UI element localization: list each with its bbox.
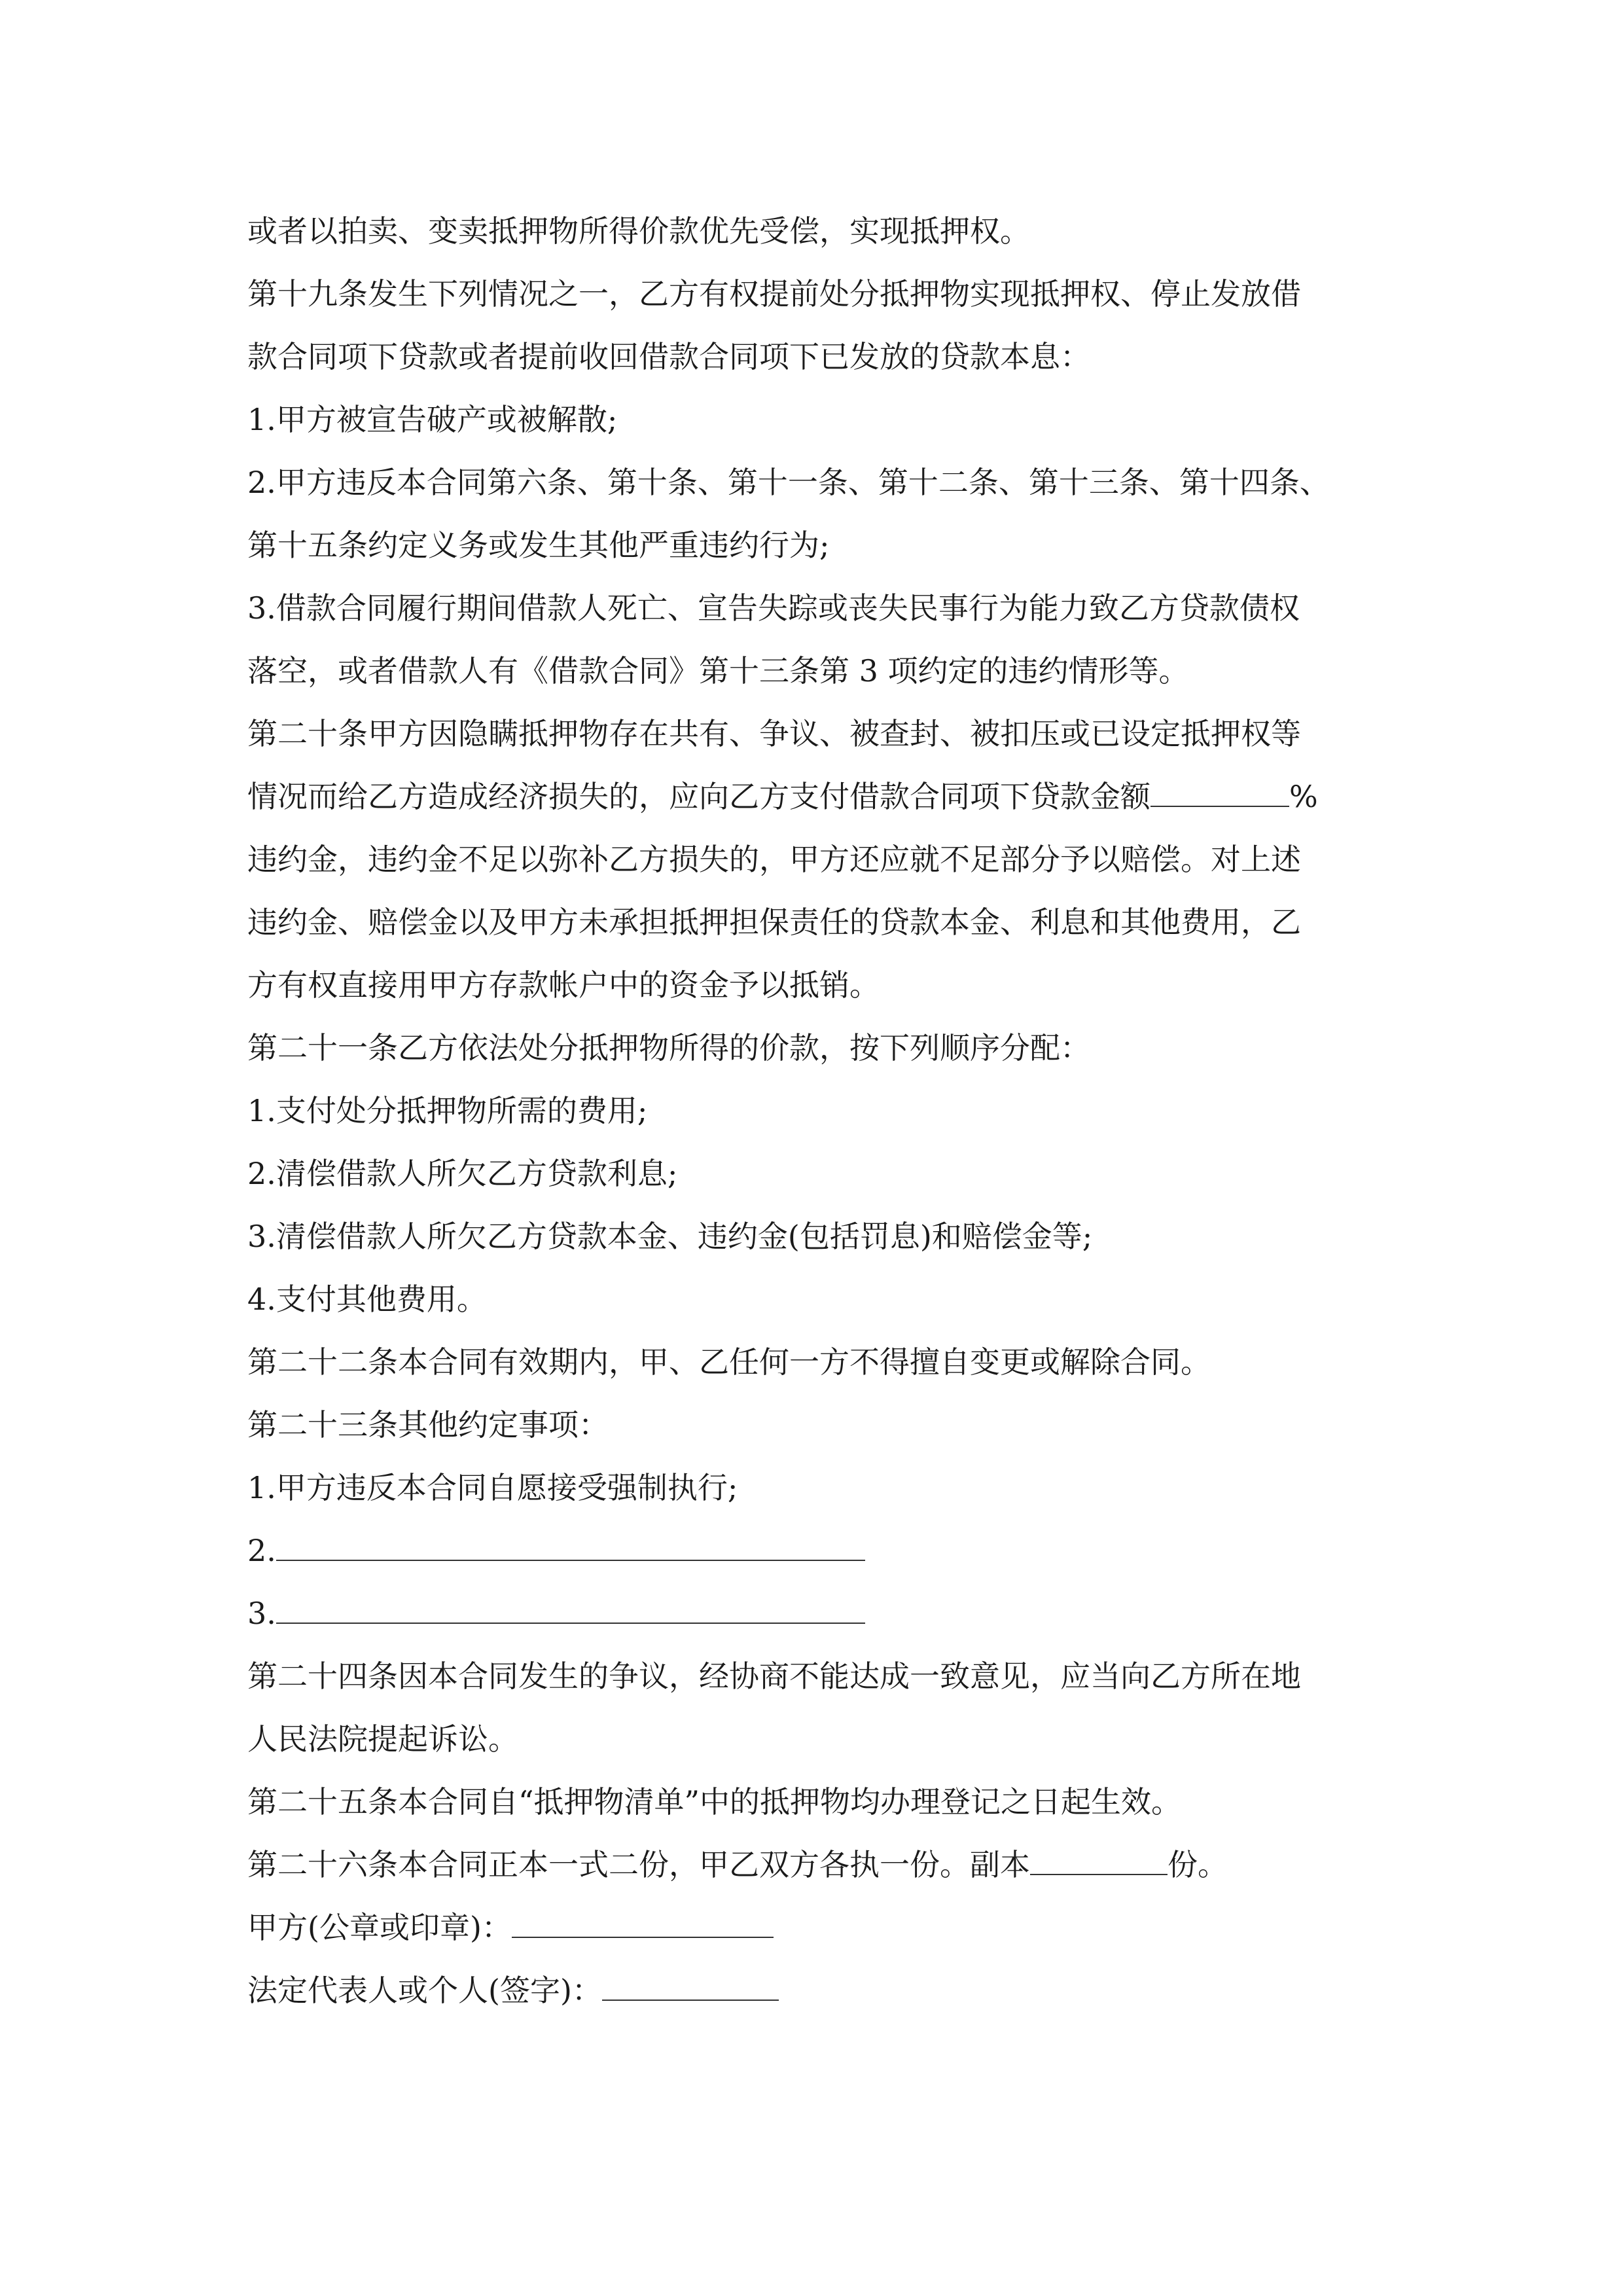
text-segment: 情况而给乙方造成经济损失的，应向乙方支付借款合同项下贷款金额 — [247, 779, 1150, 814]
article-19-heading: 第十九条发生下列情况之一，乙方有权提前处分抵押物实现抵押权、停止发放借 — [247, 276, 1301, 312]
list-item: 3.借款合同履行期间借款人死亡、宣告失踪或丧失民事行为能力致乙方贷款债权 — [247, 590, 1300, 626]
other-terms-blank-3[interactable] — [276, 1594, 865, 1624]
text-line: 人民法院提起诉讼。 — [247, 1721, 518, 1757]
item-number: 3. — [247, 1596, 276, 1631]
list-item: 1.甲方违反本合同自愿接受强制执行; — [247, 1470, 738, 1505]
other-terms-blank-2[interactable] — [276, 1531, 865, 1561]
party-a-seal-field[interactable] — [512, 1908, 774, 1938]
text-line: 落空，或者借款人有《借款合同》第十三条第 3 项约定的违约情形等。 — [247, 653, 1189, 689]
legal-rep-label: 法定代表人或个人(签字)： — [247, 1973, 602, 2008]
copies-blank-field[interactable] — [1030, 1845, 1168, 1875]
text-segment: 第二十六条本合同正本一式二份，甲乙双方各执一份。副本 — [247, 1847, 1030, 1882]
article-24-heading: 第二十四条因本合同发生的争议，经协商不能达成一致意见，应当向乙方所在地 — [247, 1659, 1301, 1694]
text-line: 方有权直接用甲方存款帐户中的资金予以抵销。 — [247, 967, 880, 1003]
article-22-heading: 第二十二条本合同有效期内，甲、乙任何一方不得擅自变更或解除合同。 — [247, 1344, 1211, 1380]
text-line — [247, 777, 1386, 816]
list-item: 4.支付其他费用。 — [247, 1282, 487, 1317]
article-26-heading — [247, 1845, 1386, 1884]
legal-rep-signature-line — [247, 1971, 1386, 2010]
text-line: 违约金，违约金不足以弥补乙方损失的，甲方还应就不足部分予以赔偿。对上述 — [247, 842, 1301, 877]
list-item — [247, 1531, 1386, 1570]
list-item: 3.清偿借款人所欠乙方贷款本金、违约金(包括罚息)和赔偿金等; — [247, 1219, 1093, 1254]
list-item: 2.甲方违反本合同第六条、第十条、第十一条、第十二条、第十三条、第十四条、 — [247, 465, 1330, 500]
list-item: 1.甲方被宣告破产或被解散; — [247, 402, 618, 437]
article-21-heading: 第二十一条乙方依法处分抵押物所得的价款，按下列顺序分配： — [247, 1030, 1090, 1066]
article-23-heading: 第二十三条其他约定事项： — [247, 1407, 609, 1443]
text-line: 第十五条约定义务或发生其他严重违约行为; — [247, 528, 830, 563]
text-segment: 份。 — [1168, 1847, 1228, 1882]
text-line: 款合同项下贷款或者提前收回借款合同项下已发放的贷款本息： — [247, 339, 1090, 374]
article-25-heading: 第二十五条本合同自“抵押物清单”中的抵押物均办理登记之日起生效。 — [247, 1784, 1182, 1820]
list-item — [247, 1594, 1386, 1633]
text-line: 违约金、赔偿金以及甲方未承担抵押担保责任的贷款本金、利息和其他费用，乙 — [247, 905, 1301, 940]
legal-rep-signature-field[interactable] — [602, 1971, 779, 2001]
article-20-heading: 第二十条甲方因隐瞒抵押物存在共有、争议、被查封、被扣压或已设定抵押权等 — [247, 716, 1301, 751]
list-item: 1.支付处分抵押物所需的费用; — [247, 1093, 648, 1128]
party-a-seal-line — [247, 1908, 1386, 1947]
text-line: 或者以拍卖、变卖抵押物所得价款优先受偿，实现抵押权。 — [247, 213, 1030, 249]
percent-sign: % — [1289, 779, 1318, 814]
percent-blank-field[interactable] — [1150, 777, 1289, 807]
list-item: 2.清偿借款人所欠乙方贷款利息; — [247, 1156, 678, 1191]
item-number: 2. — [247, 1533, 276, 1568]
party-a-label: 甲方(公章或印章)： — [247, 1910, 512, 1945]
